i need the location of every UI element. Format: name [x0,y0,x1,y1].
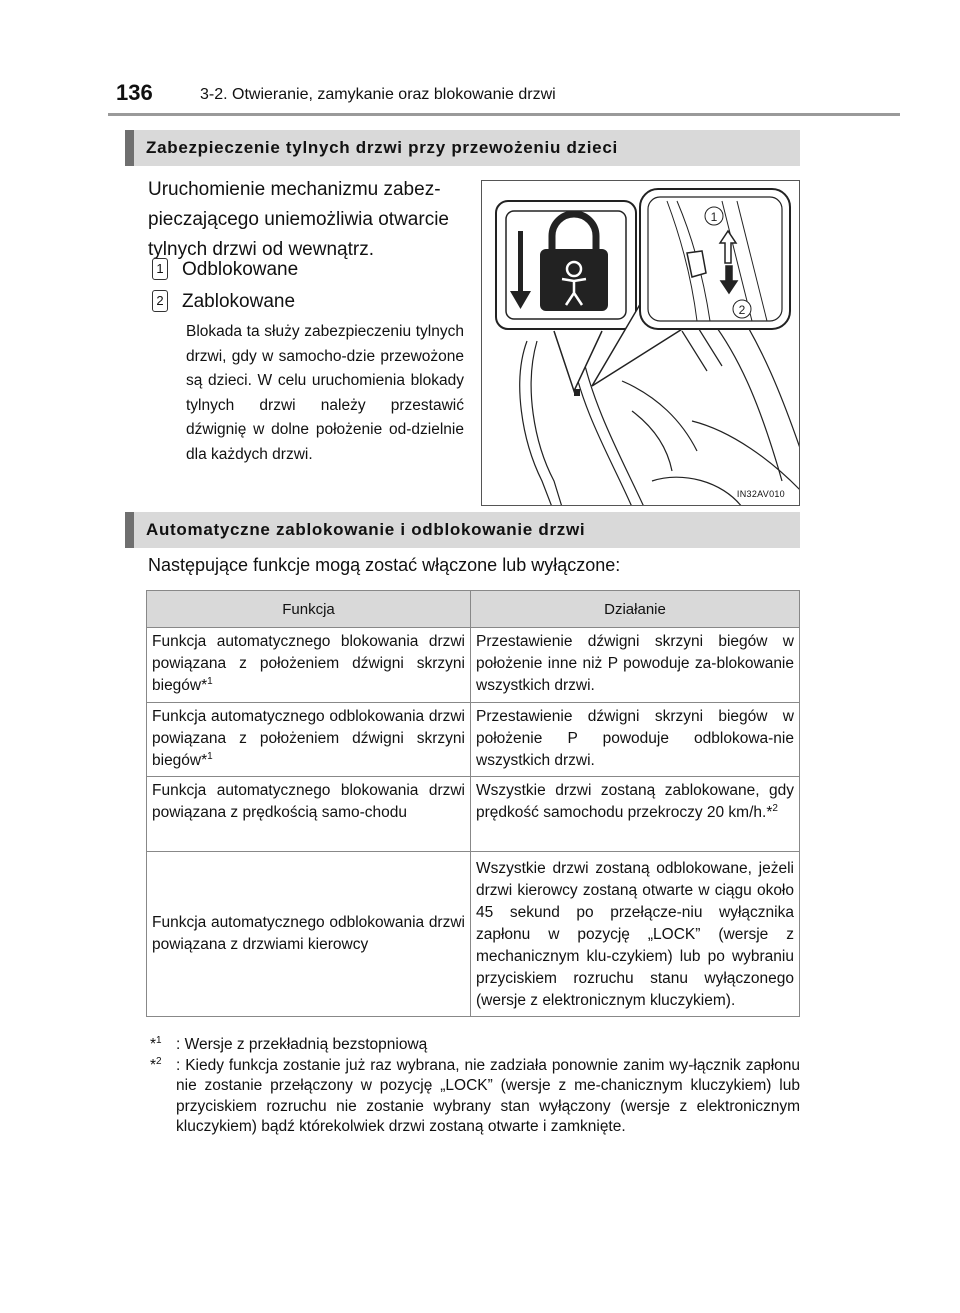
footnote-2 [150,1056,800,1138]
item-locked [152,290,295,313]
section-intro: Uruchomienie mechanizmu zabez-pieczającego uniemożliwia otwarcie tylnych drzwi od wewnątrz. [148,179,449,260]
callout-2-label: 2 [738,303,746,317]
action-cell: Wszystkie drzwi zostaną zablokowane, gdy prędkość samochodu przekroczy 20 km/h.*$^2$ [471,777,800,852]
section-heading-child-lock [125,130,800,166]
footnotes [150,1035,800,1138]
child-lock-note: Blokada ta służy zabezpieczeniu tylnych drzwi, gdy w samocho-dzie przewożone są dzieci. W celu uruchomienia blokady tylnych drzwi należy przestawić dźwignię w dolne położenie od-dzielnie dla każdych drzwi. [186,323,464,463]
item-label: Zablokowane [182,291,296,312]
table-row [147,703,800,777]
item-label: Odblokowane [182,259,299,280]
action-cell: Wszystkie drzwi zostaną odblokowane, jeżeli drzwi kierowcy zostaną otwarte w ciągu około 45 sekund po przełącze-niu wyłącznika zapłonu w pozycję „LOCK” (wersje z mechanicznym klu-czykiem) lub po wybraniu przyciskiem rozruchu stanu wyłączonego (wersje z elektronicznym kluczykiem). [471,852,800,1017]
child-lock-illustration [481,180,800,506]
door-illustration [482,181,800,506]
footnote-1 [150,1035,800,1056]
section-heading-auto-lock [125,512,800,548]
footnote-text: : Kiedy funkcja zostanie już raz wybrana, nie zadziała ponownie zanim wy-łącznik zapłonu nie zostanie przełączony w pozycję „LOCK” (wersje z me-chanicznym kluczykiem) lub przyciskiem rozruchu nie zostanie wybrany stan wyłączony (wersje z elektronicznym kluczykiem) bądź którekolwiek drzwi zostaną otwarte i zamknięte. [176,1056,800,1135]
column-header-function: Funkcja [147,591,471,628]
header-rule [108,113,900,116]
callout-1-label: 1 [710,210,718,224]
action-cell: Przestawienie dźwigni skrzyni biegów w położenie inne niż P powoduje za-blokowanie wszystkich drzwi. [471,628,800,703]
callout-1-icon [705,207,723,225]
functions-table [146,590,800,1017]
item-unlocked [152,258,298,281]
footnote-mark: *$^2$ [150,1055,162,1074]
page-number: 136 [116,80,153,105]
section-intro: Następujące funkcje mogą zostać włączone lub wyłączone: [148,555,621,575]
table-row [147,852,800,1017]
function-cell: Funkcja automatycznego odblokowania drzwi powiązana z drzwiami kierowcy [147,852,471,1017]
function-cell: Funkcja automatycznego odblokowania drzwi powiązana z położeniem dźwigni skrzyni biegów*$^1$ [147,703,471,777]
function-cell: Funkcja automatycznego blokowania drzwi powiązana z prędkością samo-chodu [147,777,471,852]
footnote-text: : Wersje z przekładnią bezstopniową [176,1036,428,1053]
section-title: Zabezpieczenie tylnych drzwi przy przewożeniu dzieci [146,138,618,157]
table-header-row [147,591,800,628]
callout-number: 1 [152,258,168,280]
table-row [147,628,800,703]
function-cell: Funkcja automatycznego blokowania drzwi powiązana z położeniem dźwigni skrzyni biegów*$^1$ [147,628,471,703]
footnote-mark: *$^1$ [150,1034,162,1053]
section-title: Automatyczne zablokowanie i odblokowanie drzwi [146,520,586,539]
callout-2-icon [733,300,751,318]
table-row [147,777,800,852]
running-title: 3-2. Otwieranie, zamykanie oraz blokowanie drzwi [200,86,556,103]
figure-id: IN32AV010 [736,489,785,499]
callout-number: 2 [152,290,168,312]
column-header-action: Działanie [471,591,800,628]
action-cell: Przestawienie dźwigni skrzyni biegów w położenie P powoduje odblokowa-nie wszystkich drzwi. [471,703,800,777]
